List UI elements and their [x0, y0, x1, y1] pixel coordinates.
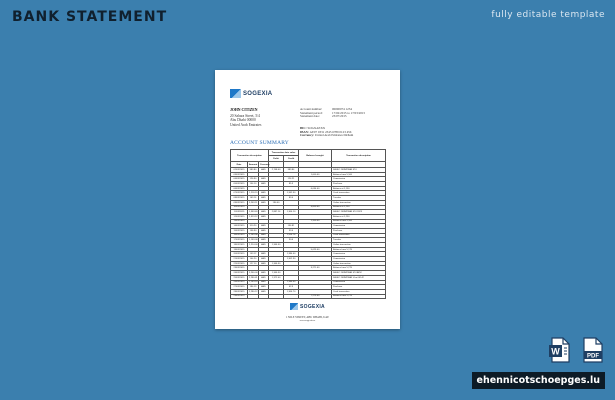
bank-value: AE07 0331 2345 6789 0123 456 — [309, 129, 352, 134]
account-value: 00000074 1234 — [332, 107, 352, 111]
summary-title: ACCOUNT SUMMARY — [230, 140, 289, 146]
table-cell: 12/03/2015 — [231, 214, 248, 219]
table-cell: 194.13 — [248, 285, 259, 290]
table-cell: ZALEC DRIMTRAN 074 2023 — [332, 210, 386, 215]
table-cell: 24/03/2015 — [231, 271, 248, 276]
table-cell: 2,748.00 — [269, 168, 284, 173]
table-sub-header: Currency — [260, 163, 270, 166]
table-cell: Purchase — [332, 182, 386, 187]
table-cell: 127.10 — [248, 261, 259, 266]
bank-value: SOGXAEXX — [307, 126, 326, 130]
table-cell: AED — [259, 243, 269, 248]
pdf-file-label: PDF — [587, 353, 599, 360]
table-cell: 1,218.15 — [249, 192, 258, 195]
table-cell: 33.0 — [284, 228, 299, 233]
table-cell: 09/03/2015 — [231, 200, 248, 205]
table-cell: AED — [259, 214, 269, 219]
table-cell: 126.90 — [248, 177, 259, 182]
account-value: 17/02/2015 to 17/03/2015 — [332, 110, 366, 115]
holder-name: JOHN CITIZEN — [230, 108, 258, 112]
table-cell: 20/03/2015 — [231, 252, 248, 257]
table-cell: 30.0 — [284, 238, 299, 243]
word-file-icon[interactable] — [549, 337, 570, 363]
footer-address: 1 NILE STREET, ABU DHABI, UAE — [285, 316, 330, 319]
table-cell: Commission — [332, 280, 386, 285]
table-cell: 1,384.00 — [284, 280, 299, 285]
footer-logo — [290, 303, 325, 310]
table-cell: Balance from 5,100 — [332, 172, 386, 177]
holder-block — [230, 108, 261, 127]
table-cell: 156.30 — [248, 228, 259, 233]
table-sub-header: Credit — [284, 156, 299, 162]
table-cell: 310.20 — [248, 224, 259, 229]
table-cell: Transfer — [332, 238, 386, 243]
table-cell: 03/03/2015 — [231, 172, 248, 177]
table-cell: 22/03/2015 — [231, 261, 248, 266]
bank-value: United Arab Emirates Dirham — [314, 133, 354, 138]
table-cell: ZALEC DRIMTRAN 074 ATM — [332, 271, 386, 276]
table-cell: 1,372.00 — [269, 275, 284, 280]
table-cell: AED — [259, 168, 269, 173]
table-cell: 1,163.00 — [249, 239, 258, 242]
holder-address-line: United Arab Emirates — [230, 122, 262, 127]
table-sub-header: Amount — [249, 163, 258, 166]
table-cell: AED — [259, 233, 269, 238]
table-cell: 6,034.00 — [299, 186, 332, 191]
table-cell: AED — [259, 275, 269, 280]
table-cell: Online transaction — [332, 261, 386, 266]
table-cell: AED — [259, 224, 269, 229]
table-cell: 1,384.00 — [284, 252, 299, 257]
table-cell: AED — [259, 191, 269, 196]
table-cell: AED — [259, 261, 269, 266]
bank-logo-icon — [290, 303, 298, 310]
table-cell: Commission — [332, 252, 386, 257]
transactions-table-wrap — [230, 149, 385, 299]
table-cell: 1,302.30 — [284, 257, 299, 262]
table-cell: AED — [259, 280, 269, 285]
table-cell: 144.20 — [248, 257, 259, 262]
table-cell: Cash transaction — [332, 191, 386, 196]
table-cell: 7,273.00 — [299, 294, 332, 299]
statement-document — [215, 70, 400, 329]
transactions-body — [231, 168, 386, 299]
table-cell: Balance from 5,275 — [332, 266, 386, 271]
table-cell: 19/03/2015 — [231, 247, 248, 252]
table-cell: 29/03/2015 — [231, 294, 248, 299]
table-cell: AED — [259, 289, 269, 294]
table-cell: 1,304.70 — [284, 289, 299, 294]
account-label: Statement date: — [300, 114, 320, 119]
pdf-file-icon[interactable] — [582, 337, 603, 363]
table-cell: 983.80 — [248, 168, 259, 173]
table-group-header: Transaction description — [332, 150, 386, 162]
bank-details — [300, 127, 353, 138]
table-cell: 17/03/2015 — [231, 238, 248, 243]
table-cell: 154.10 — [248, 182, 259, 187]
table-cell: 18/03/2015 — [231, 243, 248, 248]
statement-footer — [215, 295, 400, 322]
table-cell: Purchase — [332, 285, 386, 290]
table-cell: 4,000.00 — [299, 205, 332, 210]
table-cell: AED — [259, 196, 269, 201]
bank-label: Currency: — [300, 133, 315, 138]
table-cell: 07/03/2015 — [231, 191, 248, 196]
table-sub-header: Date — [231, 162, 248, 168]
holder-address-line: Abu Dhabi 00000 — [230, 118, 256, 123]
table-cell: AED — [259, 285, 269, 290]
table-cell: 153.12 — [248, 252, 259, 257]
table-cell: 1,200.00 — [299, 219, 332, 224]
table-cell: Commission — [332, 224, 386, 229]
table-cell: 134.81 — [284, 224, 299, 229]
table-cell: 383.84 — [284, 168, 299, 173]
table-cell: 1,000.00 — [299, 172, 332, 177]
table-cell: 08/03/2015 — [231, 196, 248, 201]
table-cell: 21/03/2015 — [231, 257, 248, 262]
table-cell: AED — [259, 177, 269, 182]
table-cell: 1,304.10 — [284, 210, 299, 215]
table-cell: ZALEC DRIMTRAN Visa 00142 — [332, 275, 386, 280]
table-sub-header: Debit — [269, 156, 284, 162]
table-cell: 23/03/2015 — [231, 266, 248, 271]
table-cell: 194.00 — [269, 200, 284, 205]
table-cell: Balance from 5,100 — [332, 219, 386, 224]
table-cell: 2,280.12 — [249, 290, 258, 293]
table-cell: 163.14 — [248, 196, 259, 201]
table-cell: AED — [259, 238, 269, 243]
table-cell: Commission — [332, 177, 386, 182]
account-details — [300, 108, 365, 119]
bank-logo — [230, 89, 272, 98]
table-cell: 1,214.00 — [249, 243, 258, 246]
table-cell: 2,887.14 — [269, 210, 284, 215]
table-cell: 3,260.00 — [249, 271, 258, 274]
bank-logo-icon — [230, 89, 241, 98]
table-cell: 1,363.40 — [249, 211, 258, 214]
table-cell: Cash transaction — [332, 233, 386, 238]
table-cell: Purchase — [332, 228, 386, 233]
table-cell: 1,346.50 — [269, 243, 284, 248]
table-cell: 27/03/2015 — [231, 285, 248, 290]
page-title: BANK STATEMENT — [12, 9, 168, 25]
bank-name: SOGEXIA — [243, 90, 273, 97]
table-cell: 5,023.00 — [299, 247, 332, 252]
word-file-label: W — [551, 346, 560, 357]
table-cell: 13/03/2015 — [231, 219, 248, 224]
table-cell: 04/03/2015 — [231, 177, 248, 182]
table-cell: Balance at 1,250 — [332, 214, 386, 219]
account-label: Account number: — [300, 107, 323, 111]
table-cell: AED — [259, 271, 269, 276]
table-cell: AED — [259, 228, 269, 233]
table-cell: AED — [259, 182, 269, 187]
table-cell: 1,204.76 — [284, 233, 299, 238]
table-cell: 1,313.12 — [249, 215, 258, 218]
table-cell: Online transaction — [332, 200, 386, 205]
table-cell: Balance from 5,175 — [332, 247, 386, 252]
table-cell: 62.3 — [284, 285, 299, 290]
table-cell: 83.0 — [284, 196, 299, 201]
site-badge[interactable]: ehennicotschoepges.lu — [472, 372, 605, 389]
table-cell: 25/03/2015 — [231, 275, 248, 280]
table-cell: 06/03/2015 — [231, 186, 248, 191]
account-label: Statement period: — [300, 110, 323, 115]
table-cell: Balance at 1,150 — [332, 186, 386, 191]
table-cell: Balance at 1,250 — [332, 205, 386, 210]
account-value: 23/07/2015 — [332, 114, 347, 119]
table-cell: 05/03/2015 — [231, 182, 248, 187]
table-cell: 85.3 — [284, 182, 299, 187]
tagline: fully editable template — [491, 10, 605, 20]
table-group-header: Transaction description — [231, 150, 269, 162]
table-cell: 1,283.98 — [249, 234, 258, 237]
table-cell: AED — [259, 210, 269, 215]
table-cell: AED — [259, 252, 269, 257]
table-cell: 16/03/2015 — [231, 233, 248, 238]
table-cell: 3,263.11 — [249, 201, 258, 204]
table-cell: Transfer — [332, 196, 386, 201]
table-cell: Commission — [332, 257, 386, 262]
footer-website: www.sogexia.ae — [299, 319, 316, 322]
footer-bank-name: SOGEXIA — [300, 303, 325, 310]
table-cell: 1,143.10 — [249, 281, 258, 284]
table-cell: 02/03/2015 — [231, 168, 248, 173]
holder-address-line: 20 Sahara Street, 5/4 — [230, 114, 260, 119]
table-cell: Online transaction — [332, 243, 386, 248]
table-cell: 1,342.50 — [284, 191, 299, 196]
table-cell: 15/03/2015 — [231, 228, 248, 233]
bank-label: BIC: — [300, 126, 307, 130]
table-cell: 26/03/2015 — [231, 280, 248, 285]
table-cell: 3,271.00 — [299, 266, 332, 271]
table-cell: 28/03/2015 — [231, 289, 248, 294]
table-cell: AED — [259, 200, 269, 205]
table-cell: 1,346.50 — [269, 261, 284, 266]
table-cell: 124.21 — [284, 177, 299, 182]
table-cell: Balance from 5,275 — [332, 294, 386, 299]
bank-label: IBAN: — [300, 129, 310, 134]
table-cell: 2,280.41 — [249, 276, 258, 279]
transactions-table — [230, 149, 386, 299]
table-cell: 1,346.50 — [269, 271, 284, 276]
table-cell: Cash transaction — [332, 289, 386, 294]
table-cell: ZALEC DRIMTRAN 074 — [332, 168, 386, 173]
table-group-header: Balance brought — [299, 150, 332, 162]
table-cell: 14/03/2015 — [231, 224, 248, 229]
table-cell: 10/03/2015 — [231, 205, 248, 210]
table-cell: 11/03/2015 — [231, 210, 248, 215]
table-group-header: Transaction date value — [269, 150, 299, 156]
table-cell: AED — [259, 257, 269, 262]
